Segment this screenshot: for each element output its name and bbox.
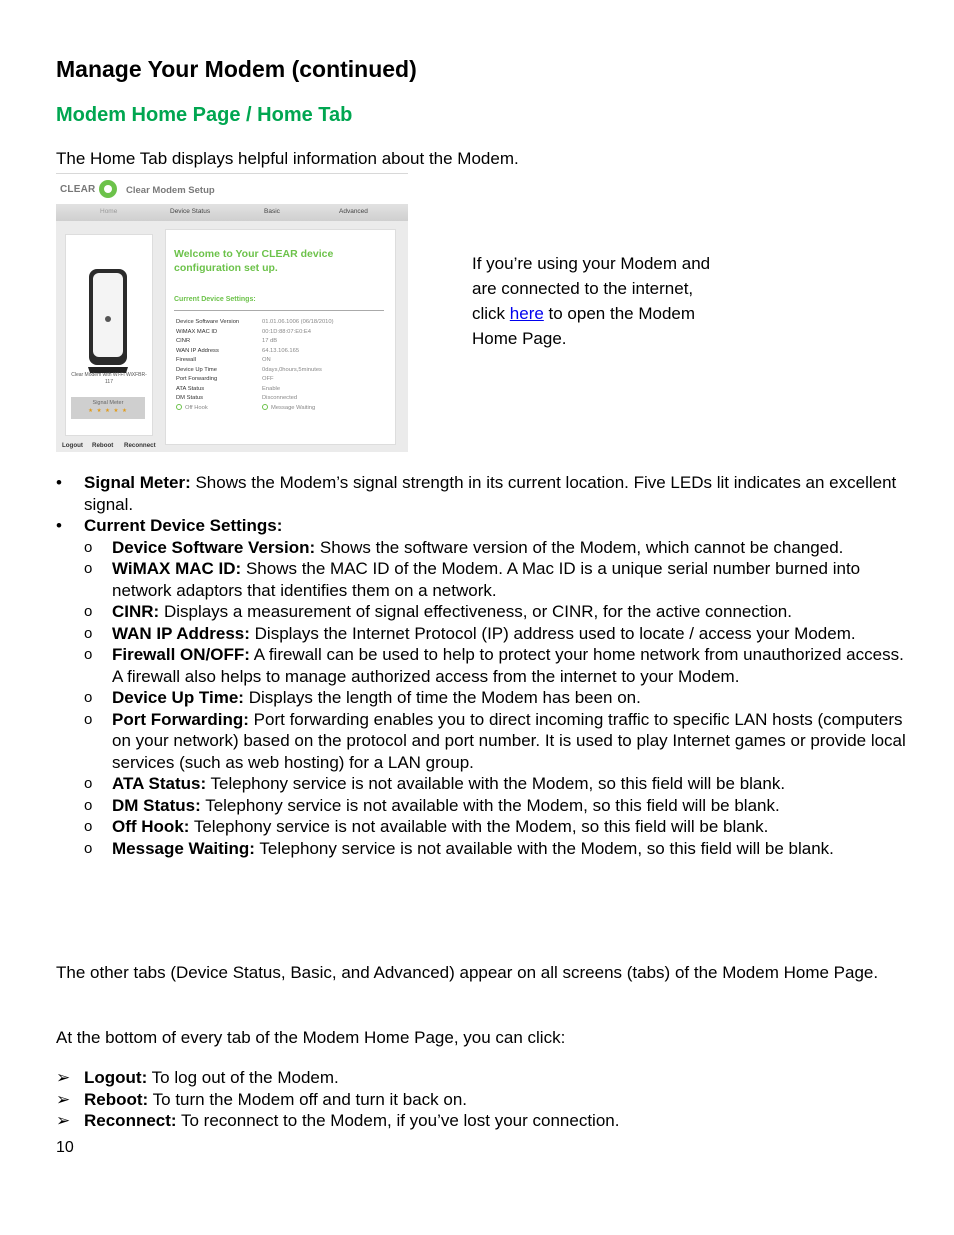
feature-list [56, 472, 906, 859]
circle-bullet-icon: o [84, 624, 93, 642]
list-item [56, 773, 906, 795]
settings-divider [174, 310, 384, 311]
setting-value: Disconnected [262, 395, 298, 401]
setting-value: 00:1D:88:07:E0:E4 [262, 328, 311, 335]
off-hook-label: Off Hook [185, 404, 208, 411]
circle-bullet-icon: o [84, 839, 93, 857]
list-item [56, 472, 906, 515]
setting-row [176, 394, 391, 404]
setting-label: Device Software Version [176, 319, 240, 325]
term: Current Device Settings: [84, 516, 283, 535]
signal-meter-label: Signal Meter [92, 400, 124, 406]
setting-value: Enable [262, 385, 281, 392]
callout-text [472, 251, 722, 351]
reboot-link: Reboot [92, 442, 114, 449]
screenshot-header [56, 176, 408, 204]
settings-list [176, 318, 391, 413]
description: To reconnect to the Modem, if you’ve lost your connection. [176, 1111, 620, 1130]
setting-row [176, 337, 391, 347]
list-item [56, 537, 906, 559]
setup-title: Clear Modem Setup [126, 185, 215, 196]
list-item [56, 1089, 896, 1111]
term: Message Waiting: [112, 838, 255, 858]
phone-status-row [176, 404, 391, 414]
setting-value: 17 dB [262, 338, 278, 344]
circle-bullet-icon: o [84, 646, 93, 663]
setting-label: WiMAX MAC ID [176, 328, 218, 335]
setting-label: CINR [176, 338, 191, 344]
tab-home: Home [100, 208, 118, 215]
description: Telephony service is not available with the Modem, so this field will be blank. [200, 795, 780, 815]
setting-value: ON [262, 357, 271, 363]
circle-bullet-icon: o [84, 603, 93, 620]
setting-label: DM Status [176, 395, 204, 401]
list-item [56, 687, 906, 709]
here-link[interactable]: here [509, 304, 544, 323]
clear-logo-icon [99, 180, 117, 198]
circle-bullet-icon: o [84, 796, 93, 814]
description: Telephony service is not available with the Modem, so this field will be blank. [254, 838, 834, 858]
description: Displays the Internet Protocol (IP) address used to locate / access your Modem. [249, 623, 856, 643]
setting-value: OFF [262, 376, 274, 382]
setting-value: 64.13.106.165 [262, 347, 300, 354]
bottom-links-paragraph: At the bottom of every tab of the Modem Home Page, you can click: [56, 1028, 566, 1047]
description: Displays the length of time the Modem has been on. [243, 688, 641, 707]
circle-bullet-icon: o [84, 538, 93, 556]
list-item [56, 1067, 896, 1089]
circle-bullet-icon: o [84, 560, 93, 577]
tab-basic: Basic [264, 208, 280, 215]
current-settings-label: Current Device Settings: [174, 296, 256, 303]
setting-row [176, 318, 391, 328]
signal-leds-icon: ★ ★ ★ ★ ★ [88, 408, 128, 414]
list-item [56, 838, 906, 860]
term: Device Up Time: [112, 688, 244, 707]
bullet-icon: • [56, 473, 62, 492]
term: DM Status: [112, 795, 201, 815]
setting-row [176, 347, 391, 357]
off-hook-indicator [176, 404, 208, 414]
description: Shows the software version of the Modem, which cannot be changed. [315, 537, 844, 557]
circle-bullet-icon: o [84, 710, 93, 728]
clear-brand-text: CLEAR [60, 184, 96, 195]
modem-caption: Clear Modem with Wi-Fi WiXFBR-117 [71, 372, 147, 385]
settings-sublist [56, 537, 906, 860]
term: ATA Status: [112, 774, 207, 793]
description: Shows the MAC ID of the Modem. A Mac ID is a unique serial number burned into network adaptors that identifies them on a network. [112, 559, 861, 600]
setting-value: 01.01.06.1006 (06/18/2010) [262, 319, 334, 325]
page-title: Manage Your Modem (continued) [56, 56, 417, 82]
circle-bullet-icon: o [84, 775, 93, 792]
callout-after: to open the Modem Home Page. [472, 304, 696, 348]
term: Device Software Version: [112, 537, 316, 557]
setting-label: Port Forwarding [176, 376, 218, 382]
message-waiting-icon [262, 404, 268, 410]
reconnect-link: Reconnect [124, 442, 156, 449]
setting-row [176, 356, 391, 366]
actions-list [56, 1067, 896, 1132]
term: CINR: [112, 602, 160, 621]
description: Telephony service is not available with the Modem, so this field will be blank. [189, 817, 769, 836]
list-item [56, 558, 906, 601]
intro-text: The Home Tab displays helpful information about the Modem. [56, 149, 519, 168]
arrow-bullet-icon: ➢ [56, 1111, 71, 1130]
setting-row [176, 366, 391, 376]
arrow-bullet-icon: ➢ [56, 1089, 71, 1109]
list-item [56, 709, 906, 774]
off-hook-icon [176, 404, 182, 410]
tab-advanced: Advanced [339, 208, 368, 215]
message-waiting-label: Message Waiting [271, 404, 316, 411]
term: Logout: [84, 1068, 148, 1087]
figure-top-rule [56, 173, 408, 174]
setting-row [176, 375, 391, 385]
arrow-bullet-icon: ➢ [56, 1068, 71, 1087]
callout-before: If you’re using your Modem and are connected to the internet, click [472, 254, 711, 323]
modem-panel [65, 234, 153, 436]
list-item [56, 816, 906, 838]
term: WiMAX MAC ID: [112, 559, 242, 578]
description: Shows the Modem’s signal strength in its current location. Five LEDs lit indicates an excellent signal. [84, 473, 897, 514]
term: Port Forwarding: [112, 709, 249, 729]
setting-label: Device Up Time [176, 366, 217, 373]
page-number: 10 [56, 1139, 74, 1156]
description: A firewall can be used to help to protect your home network from unauthorized access. A firewall also helps to manage authorized access from the internet to your Modem. [112, 645, 904, 686]
modem-device-icon [86, 267, 130, 375]
description: To turn the Modem off and turn it back on. [148, 1089, 468, 1109]
list-item [56, 644, 906, 687]
description: Telephony service is not available with the Modem, so this field will be blank. [206, 774, 786, 793]
term: WAN IP Address: [112, 623, 250, 643]
setting-row [176, 328, 391, 338]
bullet-icon: • [56, 516, 62, 535]
setting-value: 0days,0hours,5minutes [262, 366, 322, 373]
screenshot-nav [56, 204, 408, 221]
tabs-paragraph: The other tabs (Device Status, Basic, and Advanced) appear on all screens (tabs) of the Modem Home Page. [56, 963, 879, 982]
description: To log out of the Modem. [147, 1068, 339, 1087]
term: Reboot: [84, 1089, 149, 1109]
list-item [56, 515, 906, 859]
list-item [56, 1110, 896, 1132]
signal-meter-box [71, 397, 145, 419]
circle-bullet-icon: o [84, 689, 93, 706]
circle-bullet-icon: o [84, 818, 93, 835]
list-item [56, 601, 906, 623]
welcome-text: Welcome to Your CLEAR device configuration set up. [174, 248, 334, 274]
setting-label: WAN IP Address [176, 347, 219, 354]
term: Reconnect: [84, 1111, 177, 1130]
settings-panel [165, 229, 396, 445]
setting-label: Firewall [176, 357, 196, 363]
setting-label: ATA Status [176, 385, 205, 392]
screenshot-footer [56, 440, 408, 452]
tab-device-status: Device Status [170, 208, 211, 215]
description: Port forwarding enables you to direct incoming traffic to specific LAN hosts (computers on your network) based on the protocol and port number. It is used to play Internet games or provide local services (such as web hosting) for a LAN group. [112, 709, 906, 772]
logout-link: Logout [62, 442, 83, 449]
term: Off Hook: [112, 817, 190, 836]
list-item [56, 623, 906, 645]
description: Displays a measurement of signal effectiveness, or CINR, for the active connection. [159, 602, 792, 621]
term: Firewall ON/OFF: [112, 645, 250, 664]
section-title: Modem Home Page / Home Tab [56, 104, 353, 126]
list-item [56, 795, 906, 817]
message-waiting-indicator [262, 404, 315, 414]
term: Signal Meter: [84, 473, 191, 492]
modem-home-screenshot [56, 176, 408, 452]
setting-row [176, 385, 391, 395]
